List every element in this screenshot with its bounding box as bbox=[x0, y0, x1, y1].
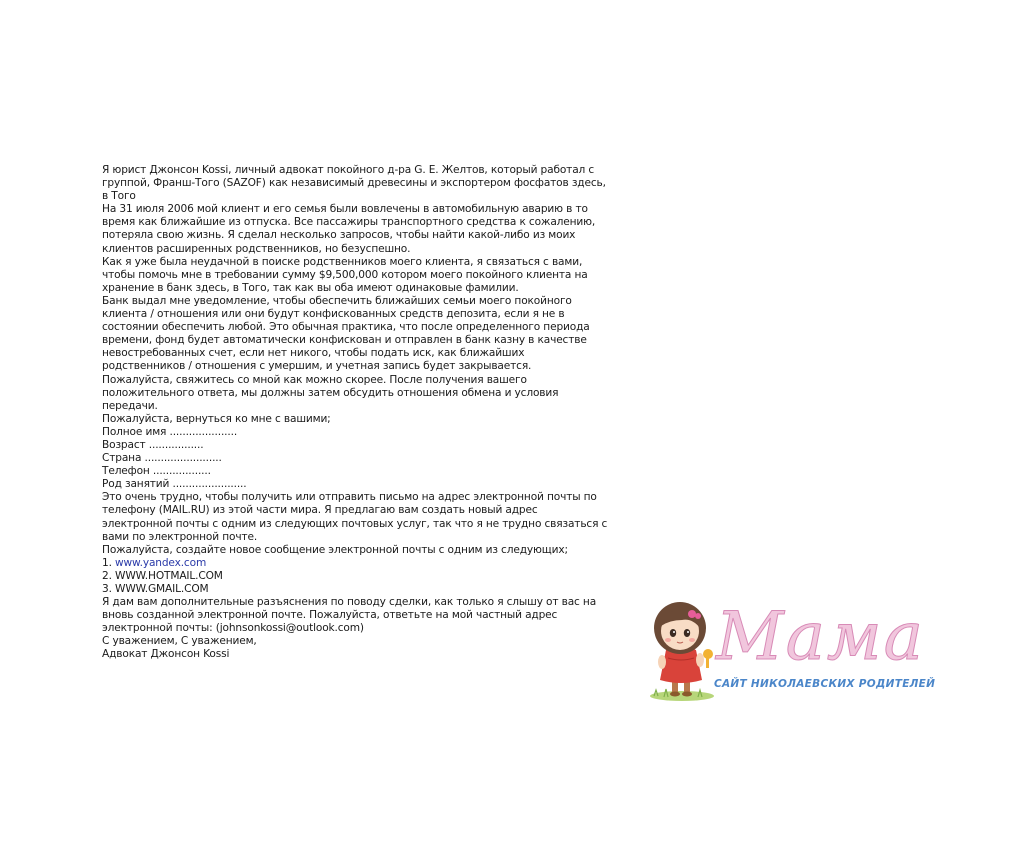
letter-line: Телефон .................. bbox=[102, 465, 211, 478]
letter-line: невостребованных счет, если нет никого, чтобы подать иск, как ближайших bbox=[102, 347, 525, 360]
letter-line: хранение в банк здесь, в Того, так как вы оба имеют одинаковые фамилии. bbox=[102, 281, 519, 294]
letter-line: Страна ........................ bbox=[102, 452, 222, 465]
closing-line: С уважением, С уважением, bbox=[102, 635, 257, 648]
closing-line: Я дам вам дополнительные разъяснения по поводу сделки, как только я слышу от вас на bbox=[102, 596, 597, 609]
site-logo[interactable] bbox=[646, 598, 936, 708]
letter-line: время как ближайшие из отпуска. Все пассажиры транспортного средства к сожалению, bbox=[102, 216, 596, 229]
letter-line: Это очень трудно, чтобы получить или отправить письмо на адрес электронной почты по bbox=[102, 491, 597, 504]
letter-line: Банк выдал мне уведомление, чтобы обеспечить ближайших семьи моего покойного bbox=[102, 294, 572, 307]
letter-line: Пожалуйста, свяжитесь со мной как можно скорее. После получения вашего bbox=[102, 373, 527, 386]
letter-line: Род занятий ....................... bbox=[102, 478, 247, 491]
hotmail-line: 2. WWW.HOTMAIL.COM bbox=[102, 569, 223, 582]
letter-line: родственников / отношения с умершим, и учетная запись будет закрывается. bbox=[102, 360, 532, 373]
yandex-line bbox=[102, 557, 582, 570]
letter-line: электронной почты с одним из следующих почтовых услуг, так что я не трудно связаться с bbox=[102, 517, 608, 530]
letter-line: Я юрист Джонсон Kossi, личный адвокат покойного д-ра G. E. Желтов, который работал с bbox=[102, 164, 595, 176]
yandex-number: 1. bbox=[102, 556, 116, 569]
letter-line: клиента / отношения или они будут конфискованных средств депозита, если я не в bbox=[102, 308, 565, 321]
yandex-link[interactable]: www.yandex.com bbox=[115, 556, 207, 569]
girl-illustration-icon bbox=[646, 598, 722, 704]
closing-line: электронной почты: (johnsonkossi@outlook.com) bbox=[102, 622, 364, 635]
letter-line: Полное имя ..................... bbox=[102, 425, 238, 438]
letter-line: телефону (MAIL.RU) из этой части мира. Я предлагаю вам создать новый адрес bbox=[102, 504, 538, 517]
letter-line: На 31 июля 2006 мой клиент и его семья были вовлечены в автомобильную аварию в то bbox=[102, 203, 588, 216]
letter-line: Как я уже была неудачной в поиске родственников моего клиента, я связаться с вами, bbox=[102, 255, 583, 268]
logo-word: Мама bbox=[716, 598, 925, 675]
letter-line: вами по электронной почте. bbox=[102, 530, 258, 543]
logo-tagline: САЙТ НИКОЛАЕВСКИХ РОДИТЕЛЕЙ bbox=[714, 678, 936, 690]
letter-line: группой, Франш-Того (SAZOF) как независимый древесины и экспортером фосфатов здесь, bbox=[102, 177, 606, 190]
gmail-line: 3. WWW.GMAIL.COM bbox=[102, 583, 209, 595]
letter-line: передачи. bbox=[102, 399, 158, 412]
letter-line: Пожалуйста, вернуться ко мне с вашими; bbox=[102, 412, 331, 425]
letter-body bbox=[102, 164, 608, 662]
letter-line: клиентов расширенных родственников, но безуспешно. bbox=[102, 242, 411, 255]
letter-line: времени, фонд будет автоматически конфискован и отправлен в банк казну в качестве bbox=[102, 334, 587, 347]
closing-line: вновь созданной электронной почте. Пожалуйста, ответьте на мой частный адрес bbox=[102, 609, 558, 622]
letter-line: потеряла свою жизнь. Я сделал несколько запросов, чтобы найти какой-либо из моих bbox=[102, 229, 576, 242]
letter-line: Возраст ................. bbox=[102, 438, 204, 451]
letter-line: чтобы помочь мне в требовании сумму $9,500,000 котором моего покойного клиента на bbox=[102, 268, 588, 281]
letter-line: в Того bbox=[102, 190, 136, 203]
letter-line: положительного ответа, мы должны затем обсудить отношения обмена и условия bbox=[102, 386, 559, 399]
letter-line: состоянии обеспечить любой. Это обычная практика, что после определенного периода bbox=[102, 321, 590, 334]
signature-line: Адвокат Джонсон Kossi bbox=[102, 648, 230, 661]
letter-line: Пожалуйста, создайте новое сообщение электронной почты с одним из следующих; bbox=[102, 543, 568, 556]
